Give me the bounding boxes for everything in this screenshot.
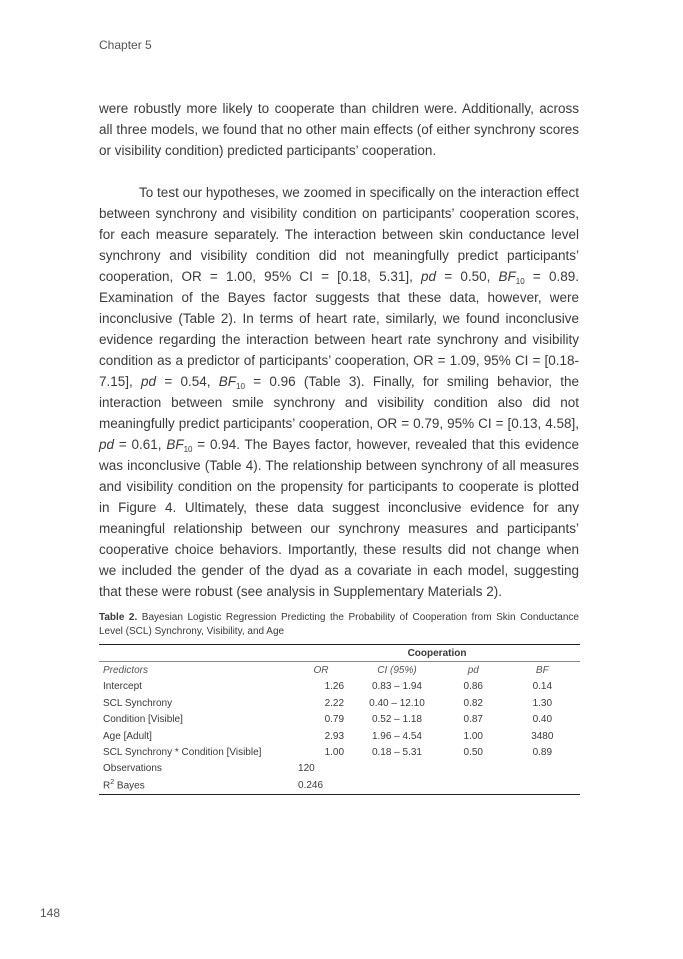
table-caption-label: Table 2. bbox=[99, 612, 138, 623]
cooperation-header: Cooperation bbox=[294, 645, 580, 662]
table-row: SCL Synchrony 2.22 0.40 – 12.10 0.82 1.30 bbox=[103, 697, 553, 709]
table-row: SCL Synchrony * Condition [Visible] 1.00 0.18 – 5.31 0.50 0.89 bbox=[103, 747, 553, 759]
table-row: Condition [Visible] 0.79 0.52 – 1.18 0.87 0.40 bbox=[103, 714, 553, 726]
table-caption-text: Bayesian Logistic Regression Predicting the Probability of Cooperation from Skin Conductance Level (SCL) Synchrony, Visibility, and Age bbox=[99, 612, 579, 637]
header-ci: CI (95%) bbox=[352, 662, 442, 679]
r2-row: $R^2$ Bayes 0.246 bbox=[99, 777, 580, 794]
table-row: Intercept 1.26 0.83 – 1.94 0.86 0.14 bbox=[103, 681, 553, 693]
table-caption bbox=[99, 611, 579, 639]
body-text bbox=[99, 98, 579, 602]
table-row: Age [Adult] 2.93 1.96 – 4.54 1.00 3480 bbox=[103, 730, 554, 742]
header-or: OR bbox=[294, 662, 352, 679]
results-table bbox=[99, 644, 580, 795]
header-bf: BF bbox=[505, 662, 580, 679]
table-group-header-row bbox=[99, 645, 580, 662]
observations-row: Observations 120 bbox=[103, 763, 315, 775]
paragraph-2: To test our hypotheses, we zoomed in specifically on the interaction effect between synchrony and visibility condition on participants’ cooperation scores, for each measure separately. The interaction between skin conductance level synchrony and visibility condition did not meaningfully predict participants’ cooperation, OR = 1.00, 95% CI = [0.18, 5.31], pd = 0.50, $BF_{10} = 0.89$. Examination of the Bayes factor suggests that these data, however, were inconclusive (Table 2). In terms of heart rate, similarly, we found inconclusive evidence regarding the interaction between heart rate synchrony and visibility condition as a predictor of participants’ cooperation, OR = 1.09, 95% CI = [0.18-7.15], pd = 0.54, $BF_{10} = 0.96$ (Table 3). Finally, for smiling behavior, the interaction between smile synchrony and visibility condition also did not meaningfully predict participants’ cooperation, OR = 0.79, 95% CI = [0.13, 4.58], pd = 0.61, $BF_{10} = 0.94$. The Bayes factor, however, revealed that this evidence was inconclusive (Table 4). The relationship between synchrony of all measures and visibility condition on the propensity for participants to cooperate is plotted in Figure 4. Ultimately, these data suggest inconclusive evidence for any meaningful relationship between our synchrony measures and participants’ cooperative choice behaviors. Importantly, these results did not change when we included the gender of the dyad as a covariate in each model, suggesting that these were robust (see analysis in Supplementary Materials 2). bbox=[99, 185, 580, 599]
header-predictors: Predictors bbox=[99, 662, 294, 679]
running-head: Chapter 5 bbox=[99, 38, 152, 52]
paragraph-1: were robustly more likely to cooperate than children were. Additionally, across all three models, we found that no other main effects (of either synchrony scores or visibility condition) predicted participants’ cooperation. bbox=[99, 101, 579, 158]
page-number: 148 bbox=[40, 906, 61, 920]
table-header-row bbox=[99, 662, 580, 679]
header-pd: pd bbox=[442, 662, 505, 679]
